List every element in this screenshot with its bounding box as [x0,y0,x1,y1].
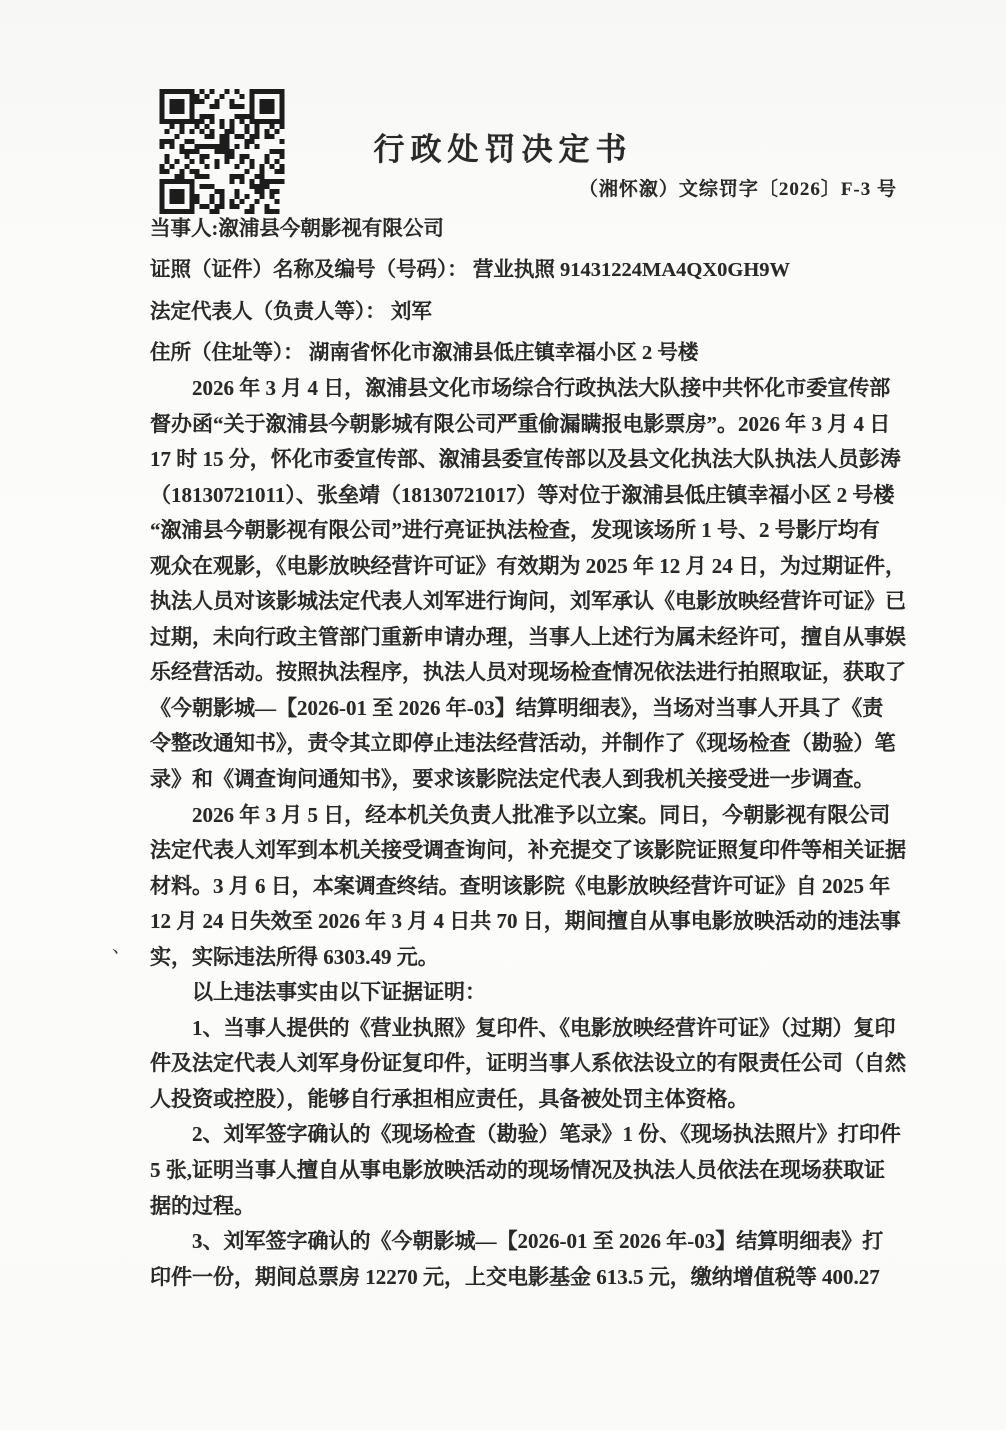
meta-line: 当事人:溆浦县今朝影视有限公司 [150,218,444,240]
document-title: 行政处罚决定书 [373,132,633,167]
meta-line: 法定代表人（负责人等）： 刘军 [150,300,432,323]
body-line: 印件一份，期间总票房 12270 元，上交电影基金 613.5 元，缴纳增值税等 400.27 [150,1264,880,1289]
party-info-section [150,209,790,374]
body-line: 乐经营活动。按照执法程序，执法人员对现场检查情况依法进行拍照取证，获取了 [150,660,906,685]
body-line: （18130721011）、张垒靖（18130721017）等对位于溆浦县低庄镇幸福小区 2 号楼 [150,482,895,507]
body-line: “溆浦县今朝影视有限公司”进行亮证执法检查，发现该场所 1 号、2 号影厅均有 [150,518,880,543]
body-line: 《今朝影城—【2026-01 至 2026 年-03】结算明细表》，当场对当事人开具了《责 [150,695,884,720]
body-line: 督办函“关于溆浦县今朝影城有限公司严重偷漏瞒报电影票房”。2026 年 3 月 4 日 [150,411,891,436]
body-line: 录》和《调查询问通知书》，要求该影院法定代表人到我机关接受进一步调查。 [150,767,875,792]
body-line: 5 张,证明当事人擅自从事电影放映活动的现场情况及执法人员依法在现场获取证 [150,1158,885,1183]
meta-line: 证照（证件）名称及编号（号码）： 营业执照 91431224MA4QX0GH9W [150,259,791,282]
body-line: 2026 年 3 月 4 日，溆浦县文化市场综合行政执法大队接中共怀化市委宣传部 [150,376,891,400]
body-line: 17 时 15 分，怀化市委宣传部、溆浦县委宣传部以及县文化执法大队执法人员彭涛 [150,447,901,472]
body-line: 件及法定代表人刘军身份证复印件，证明当事人系依法设立的有限责任公司（自然 [150,1051,906,1076]
body-line: 据的过程。 [150,1193,255,1218]
body-line: 以上违法事实由以下证据证明： [150,980,486,1005]
meta-line: 住所（住址等）： 湖南省怀化市溆浦县低庄镇幸福小区 2 号楼 [150,341,699,364]
document-body [150,371,906,1295]
body-line: 法定代表人刘军到本机关接受调查询问，补充提交了该影院证照复印件等相关证据 [150,838,906,863]
body-line: 观众在观影，《电影放映经营许可证》有效期为 2025 年 12 月 24 日，为过期证件， [150,553,906,578]
body-line: 材料。3 月 6 日，本案调查终结。查明该影院《电影放映经营许可证》自 2025 年 [150,873,891,898]
body-line: 1、当事人提供的《营业执照》复印件、《电影放映经营许可证》（过期）复印 [150,1015,896,1040]
document-number: （湘怀溆）文综罚字〔2026〕F-3 号 [578,179,897,200]
body-line: 2026 年 3 月 5 日，经本机关负责人批准予以立案。同日，今朝影视有限公司 [150,802,891,827]
body-line: 12 月 24 日失效至 2026 年 3 月 4 日共 70 日，期间擅自从事电影放映活动的违法事 [150,909,901,934]
body-line: 执法人员对该影城法定代表人刘军进行询问，刘军承认《电影放映经营许可证》已 [150,589,906,614]
body-line: 实，实际违法所得 6303.49 元。 [150,944,439,969]
body-line: 2、刘军签字确认的《现场检查（勘验）笔录》1 份、《现场执法照片》打印件 [150,1122,901,1147]
body-line: 人投资或控股），能够自行承担相应责任，具备被处罚主体资格。 [150,1086,749,1111]
body-line: 3、刘军签字确认的《今朝影城—【2026-01 至 2026 年-03】结算明细表》打 [150,1229,884,1254]
margin-stray-mark: 、 [112,936,132,957]
body-line: 令整改通知书》，责令其立即停止违法经营活动，并制作了《现场检查（勘验）笔 [150,731,896,756]
body-line: 过期，未向行政主管部门重新申请办理，当事人上述行为属未经许可，擅自从事娱 [150,624,906,649]
